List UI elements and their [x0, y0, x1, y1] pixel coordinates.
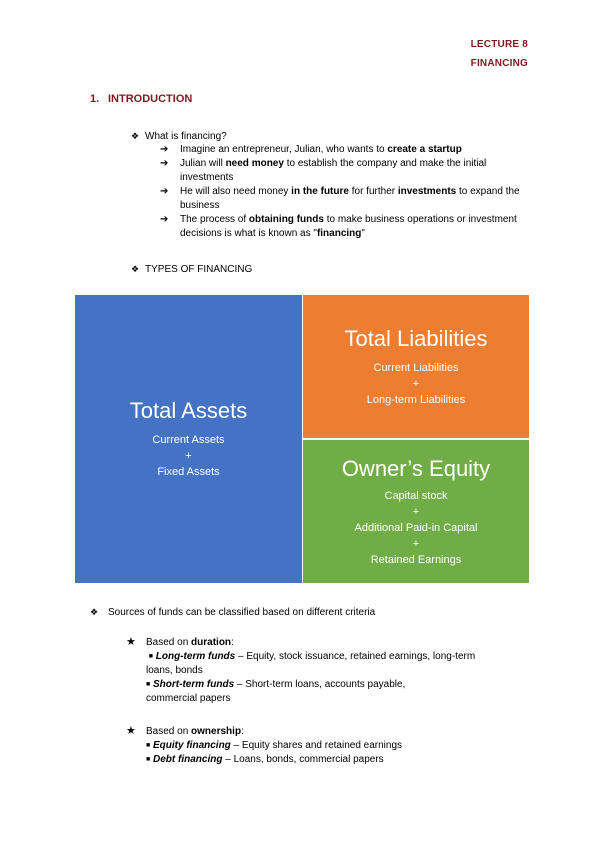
point-bold: financing [316, 228, 362, 239]
lecture-label: LECTURE 8 [470, 39, 528, 50]
heading-text: : [231, 637, 234, 648]
term: Long-term funds [155, 651, 236, 662]
point-text: to expand the business [180, 186, 520, 211]
arrow-icon: ➔ [160, 214, 169, 225]
section-number: 1. [90, 93, 100, 105]
square-bullet-icon: ■ [146, 681, 151, 688]
point-text: to establish the company and make the initial investments [180, 158, 487, 183]
point-2 [160, 157, 540, 185]
plus-sign: + [412, 537, 420, 550]
owners-equity-block [303, 440, 529, 583]
intro-points [160, 143, 540, 241]
liabilities-title: Total Liabilities [344, 325, 488, 351]
equity-title: Owner’s Equity [341, 455, 491, 481]
duration-list [146, 650, 526, 706]
liabilities-line: Long-term Liabilities [366, 393, 466, 406]
topic-label: FINANCING [470, 58, 528, 69]
sources-bullet [90, 605, 375, 620]
term: Short-term funds [153, 679, 235, 690]
arrow-icon: ➔ [160, 158, 169, 169]
point-3 [160, 185, 540, 213]
item-text: – Equity shares and retained earnings [230, 740, 403, 751]
square-bullet-icon: ■ [148, 653, 154, 660]
list-item [146, 678, 526, 692]
heading-text: : [241, 726, 244, 737]
point-text: He will also need money [180, 186, 292, 197]
star-bullet-icon: ★ [126, 725, 136, 737]
diamond-bullet-icon: ❖ [131, 131, 140, 141]
plus-sign: + [412, 377, 420, 390]
equity-line: Retained Earnings [370, 553, 462, 566]
item-continuation: commercial papers [146, 693, 231, 704]
term: Debt financing [153, 754, 223, 765]
square-bullet-icon: ■ [146, 742, 151, 749]
types-label: TYPES OF FINANCING [145, 264, 253, 275]
arrow-icon: ➔ [160, 186, 169, 197]
item-continuation: loans, bonds [146, 665, 203, 676]
equity-line: Additional Paid-in Capital [354, 521, 478, 534]
heading-bold: duration [191, 637, 232, 648]
types-bullet [131, 262, 252, 277]
ownership-heading [126, 724, 244, 739]
list-item [146, 739, 526, 753]
duration-heading [126, 635, 234, 650]
sources-intro: Sources of funds can be classified based on different criteria [108, 607, 376, 618]
question-bullet [131, 129, 227, 144]
point-bold: create a startup [387, 144, 462, 155]
total-liabilities-block [303, 295, 529, 438]
term: Equity financing [153, 740, 231, 751]
assets-line: Fixed Assets [157, 466, 220, 478]
assets-title: Total Assets [129, 398, 248, 423]
plus-sign: + [185, 450, 192, 462]
diamond-bullet-icon: ❖ [90, 607, 99, 617]
total-assets-block [75, 295, 302, 583]
heading-text: Based on [146, 726, 192, 737]
assets-line: Current Assets [152, 434, 225, 446]
point-text: Julian will [180, 158, 226, 169]
heading-text: Based on [146, 637, 192, 648]
item-text: – Equity, stock issuance, retained earnings, long-term [235, 651, 476, 662]
heading-bold: ownership [191, 726, 242, 737]
square-bullet-icon: ■ [146, 756, 151, 763]
list-item [146, 753, 526, 767]
point-text: " [361, 228, 365, 239]
diamond-bullet-icon: ❖ [131, 264, 140, 274]
liabilities-line: Current Liabilities [373, 361, 459, 374]
point-4 [160, 213, 540, 241]
question-text: What is financing? [145, 131, 227, 142]
plus-sign: + [412, 505, 420, 518]
point-text: Imagine an entrepreneur, Julian, who wants to [180, 144, 388, 155]
ownership-list [146, 739, 526, 767]
point-text: for further [348, 186, 398, 197]
section-heading [90, 93, 192, 105]
point-bold: investments [397, 186, 457, 197]
point-text: The process of [180, 214, 249, 225]
point-bold: obtaining funds [248, 214, 324, 225]
point-bold: in the future [291, 186, 349, 197]
point-bold: need money [225, 158, 284, 169]
list-item [146, 650, 526, 664]
arrow-icon: ➔ [160, 144, 169, 155]
item-text: – Loans, bonds, commercial papers [222, 754, 384, 765]
star-bullet-icon: ★ [126, 636, 136, 648]
point-text: to make business operations or investment decisions is what is known as " [180, 214, 517, 239]
point-1 [160, 143, 540, 157]
section-title: INTRODUCTION [108, 93, 193, 105]
item-text: – Short-term loans, accounts payable, [234, 679, 406, 690]
equity-line: Capital stock [384, 489, 448, 502]
